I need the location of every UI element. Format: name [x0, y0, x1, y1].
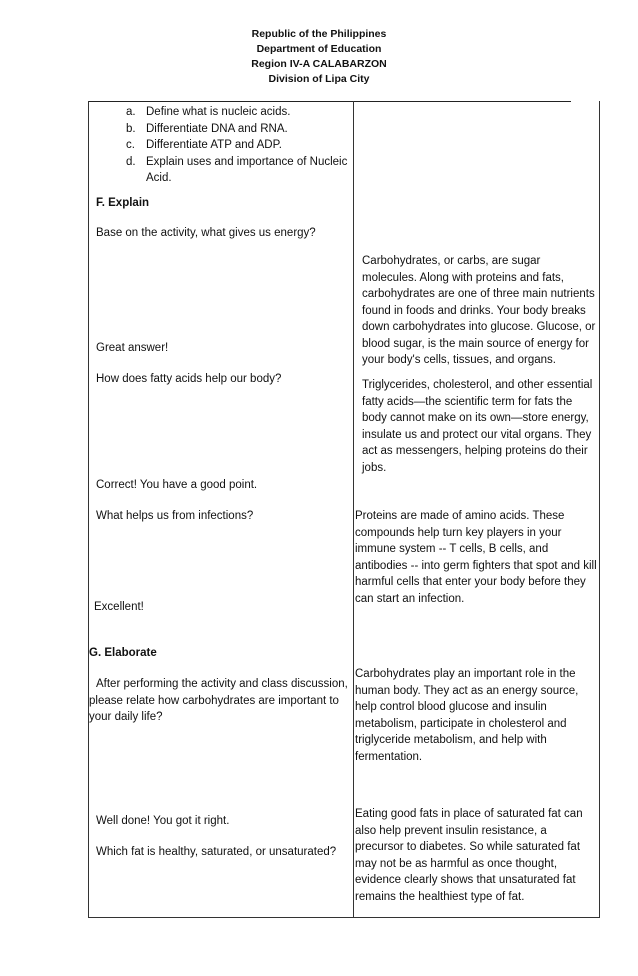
explain-feedback-excellent: Excellent! — [94, 601, 144, 613]
header-division: Division of Lipa City — [268, 73, 370, 85]
header-department: Department of Education — [256, 43, 382, 55]
objective-item: d. Explain uses and importance of Nucleic Acid. — [126, 155, 348, 184]
explain-feedback-great: Great answer! — [96, 342, 169, 354]
objectives-list — [120, 104, 350, 187]
objective-item: c. Differentiate ATP and ADP. — [126, 139, 282, 151]
elaborate-feedback-well-done: Well done! You got it right. — [96, 815, 230, 827]
explain-question-infections: What helps us from infections? — [96, 510, 254, 522]
explain-answer-infections: Proteins are made of amino acids. These compounds help turn key players in your immune system -- T cells, B cells, and antibodies -- into germ fighters that spot and kill harmful cells that enter your body before they can start an infection. — [355, 510, 597, 605]
header-region: Region IV-A CALABARZON — [251, 58, 387, 70]
explain-feedback-correct: Correct! You have a good point. — [96, 479, 258, 491]
explain-question-fatty-acids: How does fatty acids help our body? — [96, 373, 282, 385]
document-header — [0, 27, 638, 87]
header-republic: Republic of the Philippines — [251, 28, 387, 40]
elaborate-question-fat: Which fat is healthy, saturated, or unsaturated? — [96, 846, 337, 858]
explain-question-energy: Base on the activity, what gives us energy? — [96, 227, 316, 239]
elaborate-question-carbohydrates: After performing the activity and class discussion, please relate how carbohydrates are important to your daily life? — [89, 678, 348, 723]
explain-answer-energy: Carbohydrates, or carbs, are sugar molecules. Along with proteins and fats, carbohydrates are one of three main nutrients found in foods and drinks. Your body breaks down carbohydrates into glucose. Glucose, or blood sugar, is the main source of energy for your body's cells, tissues, and organs. — [362, 255, 596, 366]
objective-item: b. Differentiate DNA and RNA. — [126, 122, 288, 135]
objective-item: a. Define what is nucleic acids. — [126, 106, 291, 118]
elaborate-heading: G. Elaborate — [89, 647, 157, 659]
elaborate-answer-carbohydrates: Carbohydrates play an important role in the human body. They act as an energy source, help control blood glucose and insulin metabolism, participate in cholesterol and triglyceride metabolism, and help with fermentation. — [355, 668, 579, 763]
explain-answer-fatty-acids: Triglycerides, cholesterol, and other essential fatty acids—the scientific term for fats the body cannot make on its own—store energy, insulate us and protect our vital organs. They act as messengers, helping proteins do their jobs. — [362, 379, 593, 474]
elaborate-answer-fat: Eating good fats in place of saturated fat can also help prevent insulin resistance, a precursor to diabetes. So while saturated fat may not be as harmful as once thought, evidence clearly shows that unsaturated fat remains the healthiest type of fat. — [355, 808, 583, 903]
explain-heading: F. Explain — [96, 197, 150, 209]
column-divider — [353, 101, 354, 918]
